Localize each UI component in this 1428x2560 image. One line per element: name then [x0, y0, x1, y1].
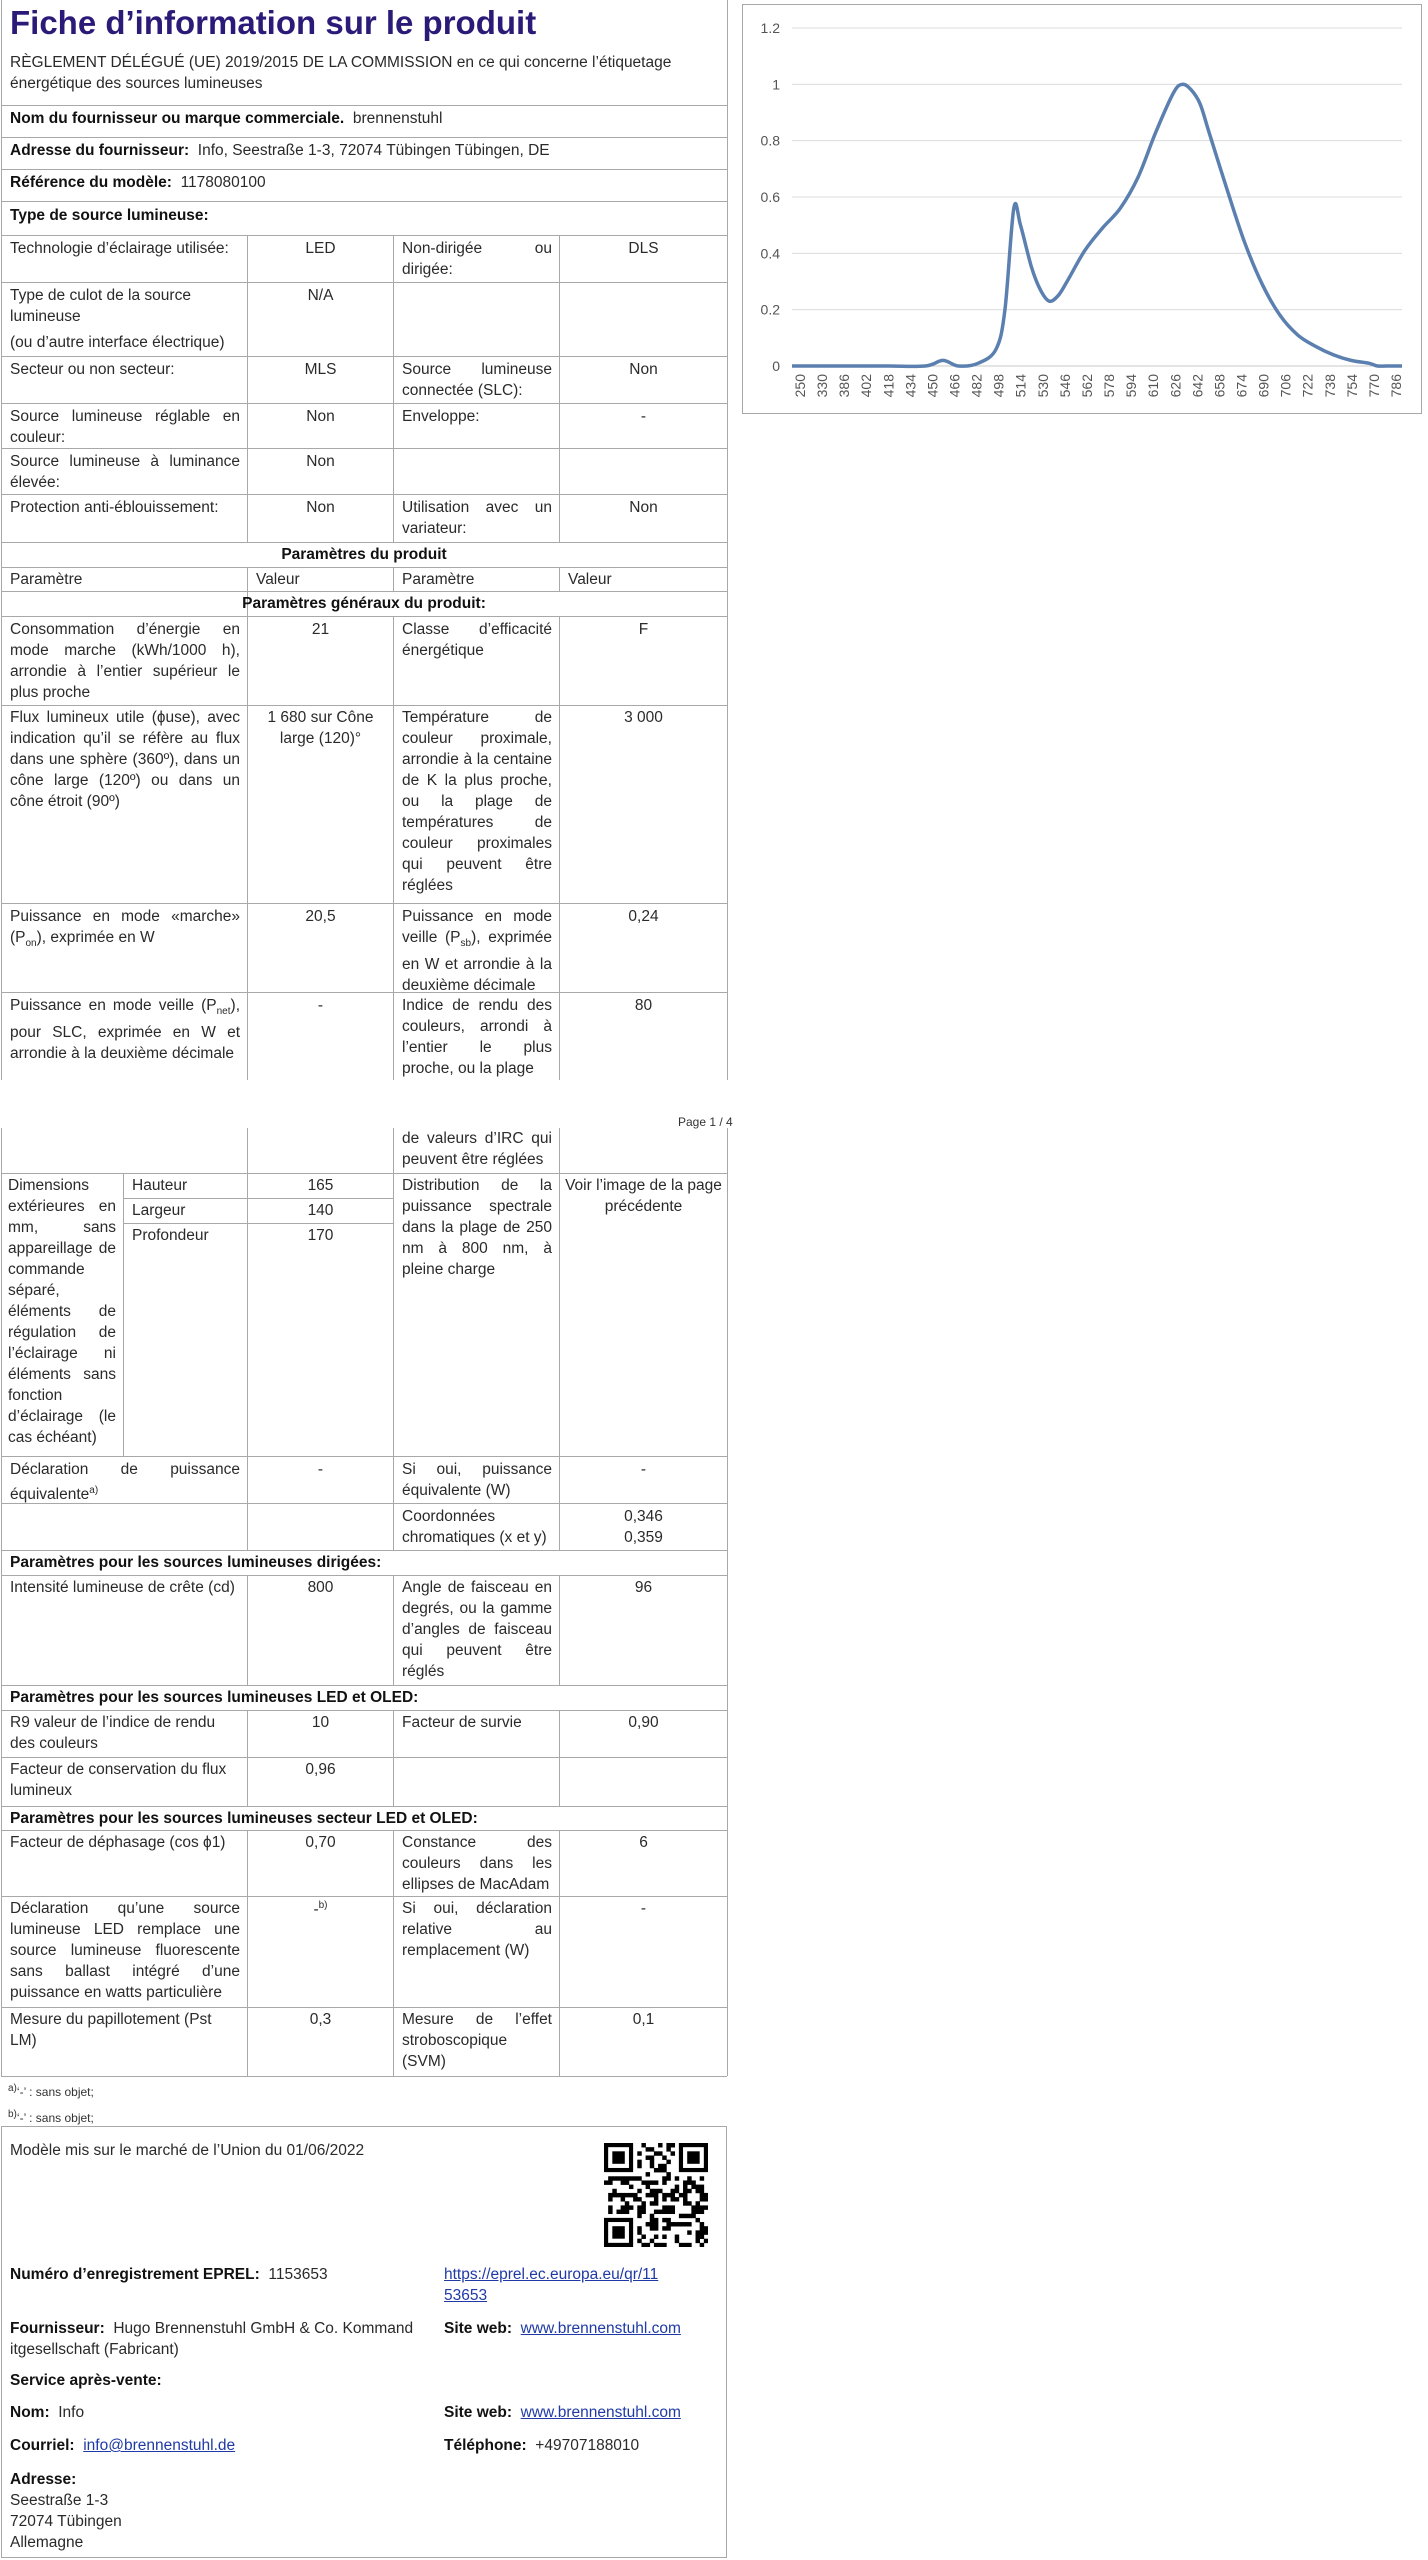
- col-divider: [559, 235, 560, 542]
- divider: [1, 705, 727, 706]
- flicker-value: 0,3: [309, 2011, 332, 2028]
- divider: [1, 356, 727, 357]
- x-tick-label: 610: [1145, 374, 1162, 398]
- as-phone-value: +49707188010: [535, 2437, 640, 2454]
- light-tech-value: LED: [305, 240, 336, 257]
- survival-label: Facteur de survie: [402, 1714, 522, 1731]
- divider: [1, 1685, 727, 1686]
- eff-class-value: F: [638, 621, 649, 638]
- x-tick-label: 706: [1277, 374, 1294, 398]
- eprel-link-line2[interactable]: 53653: [444, 2287, 488, 2304]
- col-divider: [247, 235, 248, 542]
- x-tick-label: 250: [792, 374, 808, 398]
- dimmer-value: Non: [629, 499, 658, 516]
- as-email-row: [10, 2435, 235, 2456]
- col-divider: [559, 1128, 560, 1550]
- x-tick-label: 738: [1321, 374, 1338, 398]
- x-tick-label: 722: [1299, 374, 1316, 398]
- website-row: [444, 2318, 681, 2339]
- replace-value: [248, 1895, 393, 1920]
- replace-w-value: -: [640, 1900, 647, 1917]
- height-label: Hauteur: [132, 1177, 188, 1194]
- divider: [1, 1757, 727, 1758]
- col-divider: [393, 1830, 394, 2076]
- cct-label: Température de couleur proximale, arrondie à la centaine de K la plus proche, ou la plage de températures de couleur proximales qui peuvent être réglées: [402, 709, 552, 894]
- as-address-1: Seestraße 1-3: [10, 2492, 109, 2509]
- strobo-value: 0,1: [632, 2011, 655, 2028]
- as-phone-label: Téléphone:: [444, 2437, 527, 2454]
- y-tick-label: 1.2: [760, 20, 780, 36]
- divider: [1, 105, 727, 106]
- high-lum-label: Source lumineuse à luminance élevée:: [10, 453, 240, 491]
- divider: [1, 448, 727, 449]
- divider: [1, 567, 727, 568]
- flux-value: 1 680 sur Cône large (120)°: [267, 709, 374, 747]
- x-tick-label: 674: [1233, 374, 1250, 398]
- col-header-value-2: Valeur: [568, 571, 612, 588]
- col-divider: [393, 1128, 394, 1550]
- replace-label: Déclaration qu’une source lumineuse LED remplace une source lumineuse fluorescente sans ballast intégré d’une puissance en watts particulière: [10, 1900, 240, 2001]
- divider: [1, 1550, 727, 1551]
- divider: [1, 2076, 727, 2077]
- power-on-label: [10, 906, 240, 954]
- light-tech-label: Technologie d’éclairage utilisée:: [10, 240, 229, 257]
- as-name-label: Nom:: [10, 2404, 50, 2421]
- mains-label: Secteur ou non secteur:: [10, 361, 175, 378]
- depth-value: 170: [307, 1227, 334, 1244]
- as-email-link[interactable]: info@brennenstuhl.de: [83, 2437, 236, 2454]
- anti-glare-value: Non: [306, 499, 335, 516]
- table-border-right: [727, 0, 728, 1080]
- supplier-label: Fournisseur:: [10, 2320, 105, 2337]
- equiv-power-w-label: Si oui, puissance équivalente (W): [402, 1461, 552, 1499]
- y-tick-label: 0.8: [760, 132, 780, 149]
- divider: [1, 494, 727, 495]
- as-website-label: Site web:: [444, 2404, 513, 2421]
- as-website-link[interactable]: www.brennenstuhl.com: [520, 2404, 681, 2421]
- equiv-power-label: [10, 1459, 240, 1505]
- col-divider: [393, 1575, 394, 1685]
- power-on-label-b: ), exprimée en W: [36, 929, 155, 946]
- divider: [1, 282, 727, 283]
- qr-code-icon: [604, 2143, 708, 2247]
- eprel-link-line1[interactable]: https://eprel.ec.europa.eu/qr/11: [444, 2266, 659, 2283]
- divider: [1, 616, 727, 617]
- pf-label: Facteur de déphasage (cos ϕ1): [10, 1834, 226, 1851]
- supplier-row: [10, 2318, 430, 2360]
- x-tick-label: 482: [968, 374, 985, 398]
- eprel-label: Numéro d’enregistrement EPREL:: [10, 2266, 260, 2283]
- envelope-label: Enveloppe:: [402, 408, 480, 425]
- eprel-link[interactable]: [444, 2264, 658, 2306]
- connected-label: Source lumineuse connectée (SLC):: [402, 361, 552, 399]
- x-tick-label: 594: [1123, 374, 1140, 398]
- x-tick-label: 754: [1343, 374, 1360, 398]
- equiv-power-label-text: Déclaration de puissance équivalente: [10, 1461, 240, 1504]
- supplier-address-row: [10, 140, 720, 161]
- as-name-value: Info: [58, 2404, 85, 2421]
- beam-value: 96: [634, 1579, 653, 1596]
- y-tick-label: 0: [772, 358, 780, 374]
- col-divider: [393, 235, 394, 542]
- col-divider: [393, 616, 394, 1080]
- standby-value: 0,24: [628, 908, 659, 925]
- footnote-a-text: ‘-’ : sans objet;: [16, 2085, 94, 2099]
- width-label: Largeur: [132, 1202, 186, 1219]
- divider: [123, 1198, 393, 1199]
- as-address-2: 72074 Tübingen: [10, 2513, 122, 2530]
- x-tick-label: 434: [902, 374, 919, 398]
- source-type-heading: Type de source lumineuse:: [10, 207, 209, 224]
- equiv-power-value: -: [317, 1461, 324, 1478]
- divider: [123, 1223, 393, 1224]
- regulation-text: RÈGLEMENT DÉLÉGUÉ (UE) 2019/2015 DE LA COMMISSION en ce qui concerne l’étiquetage énergétique des sources lumineuses: [10, 54, 672, 92]
- as-phone-row: [444, 2435, 639, 2456]
- col-divider: [559, 1830, 560, 2076]
- anti-glare-label: Protection anti-éblouissement:: [10, 499, 219, 516]
- x-tick-label: 498: [990, 374, 1007, 398]
- table-border-left: [1, 0, 2, 1080]
- power-on-value: 20,5: [305, 908, 336, 925]
- divider: [1, 992, 727, 993]
- supplier-value-2: itgesellschaft (Fabricant): [10, 2341, 179, 2358]
- replace-value-sup: b): [318, 1900, 328, 1911]
- x-tick-label: 402: [858, 374, 875, 398]
- y-tick-label: 0.2: [760, 301, 780, 318]
- x-tick-label: 514: [1012, 374, 1029, 398]
- cap-type-value: N/A: [307, 287, 334, 304]
- divider: [1, 169, 727, 170]
- x-tick-label: 450: [924, 374, 941, 398]
- y-tick-label: 0.6: [760, 189, 780, 205]
- spd-label: Distribution de la puissance spectrale dans la plage de 250 nm à 800 nm, à pleine charge: [402, 1177, 552, 1278]
- x-tick-label: 386: [836, 374, 853, 398]
- color-tunable-value: Non: [306, 408, 335, 425]
- high-lum-value: Non: [306, 453, 335, 470]
- divider: [1, 1830, 727, 1831]
- x-tick-label: 562: [1078, 374, 1095, 398]
- flux-label: Flux lumineux utile (ɸuse), avec indication qu’il se réfère au flux dans une sphère (360º), dans un cône large (120º) ou dans un cône étroit (90º): [10, 709, 240, 810]
- divider: [1, 1456, 727, 1457]
- supplier-address-label: Adresse du fournisseur:: [10, 142, 190, 159]
- net-standby-value: -: [317, 997, 324, 1014]
- divider: [1, 235, 727, 236]
- connected-value: Non: [629, 361, 658, 378]
- depth-label: Profondeur: [132, 1227, 209, 1244]
- website-label: Site web:: [444, 2320, 513, 2337]
- col-divider: [393, 1710, 394, 1806]
- color-tunable-label: Source lumineuse réglable en couleur:: [10, 408, 240, 446]
- chroma-x: 0,346: [624, 1508, 663, 1525]
- cri-label-part2: de valeurs d’IRC qui peuvent être réglées: [402, 1130, 552, 1168]
- y-tick-label: 0.4: [760, 245, 780, 262]
- equiv-power-w-value: -: [640, 1461, 647, 1478]
- x-tick-label: 642: [1189, 374, 1206, 398]
- mains-value: MLS: [304, 361, 337, 378]
- col-divider: [393, 567, 394, 592]
- divider: [1, 1710, 727, 1711]
- envelope-value: -: [640, 408, 647, 425]
- dimmer-label: Utilisation avec un variateur:: [402, 499, 552, 537]
- eprel-row: [10, 2264, 328, 2285]
- x-tick-label: 418: [880, 374, 897, 398]
- y-tick-label: 1: [772, 76, 780, 93]
- col-header-param: Paramètre: [10, 571, 83, 588]
- dls-heading: Paramètres pour les sources lumineuses dirigées:: [10, 1554, 382, 1571]
- col-divider: [559, 567, 560, 592]
- x-tick-label: 466: [946, 374, 963, 398]
- replace-w-label: Si oui, déclaration relative au remplacement (W): [402, 1900, 552, 1959]
- chroma-y: 0,359: [624, 1529, 663, 1546]
- eprel-value: 1153653: [268, 2266, 328, 2283]
- aftersales-heading: Service après-vente:: [10, 2372, 162, 2389]
- divider: [1, 542, 727, 543]
- x-tick-label: 578: [1101, 374, 1118, 398]
- flicker-label: Mesure du papillotement (Pst LM): [10, 2011, 212, 2049]
- divider: [1, 1575, 727, 1576]
- power-on-sub: on: [25, 938, 37, 950]
- series-line: [792, 84, 1402, 366]
- maint-value: 0,96: [305, 1761, 336, 1778]
- peak-int-label: Intensité lumineuse de crête (cd): [10, 1579, 235, 1596]
- cct-value: 3 000: [624, 709, 663, 726]
- r9-value: 10: [311, 1714, 330, 1731]
- divider: [1, 591, 727, 592]
- footnote-b-text: ‘-’ : sans objet;: [16, 2111, 94, 2125]
- r9-label: R9 valeur de l’indice de rendu des couleurs: [10, 1714, 216, 1752]
- divider: [1, 1503, 727, 1504]
- model-ref-label: Référence du modèle:: [10, 174, 172, 191]
- table-border-right-p2: [727, 1128, 728, 2076]
- supplier-name-value: brennenstuhl: [352, 110, 443, 127]
- equiv-power-sup: a): [89, 1485, 99, 1496]
- as-name-row: [10, 2402, 84, 2423]
- market-date: Modèle mis sur le marché de l’Union du 01/06/2022: [10, 2142, 365, 2159]
- strobo-label: Mesure de l’effet stroboscopique (SVM): [402, 2011, 552, 2070]
- height-value: 165: [307, 1177, 334, 1194]
- x-tick-label: 330: [814, 374, 831, 398]
- col-header-param-2: Paramètre: [402, 571, 475, 588]
- maint-label: Facteur de conservation du flux lumineux: [10, 1761, 227, 1799]
- directional-value: DLS: [628, 240, 659, 257]
- standby-label-b: ), exprimée en W et arrondie à la deuxième décimale: [402, 929, 552, 995]
- cap-type-label2: (ou d’autre interface électrique): [10, 334, 225, 351]
- net-standby-label-b: ), pour SLC, exprimée en W et arrondie à la deuxième décimale: [10, 997, 240, 1063]
- footnote-a: [8, 2078, 94, 2103]
- x-tick-label: 546: [1056, 374, 1073, 398]
- page-title: Fiche d’information sur le produit: [10, 4, 537, 41]
- divider: [1, 1806, 727, 1807]
- energy-on-value: 21: [311, 621, 330, 638]
- as-website-row: [444, 2402, 681, 2423]
- macadam-label: Constance des couleurs dans les ellipses de MacAdam: [402, 1834, 552, 1893]
- cri-label-part1: Indice de rendu des couleurs, arrondi à l’entier le plus proche, ou la plage: [402, 997, 552, 1077]
- divider: [1, 403, 727, 404]
- table-border-left-p2: [1, 1128, 2, 2076]
- divider: [1, 1173, 727, 1174]
- col-divider: [247, 1830, 248, 2076]
- width-value: 140: [307, 1202, 334, 1219]
- mains-led-heading: Paramètres pour les sources lumineuses secteur LED et OLED:: [10, 1810, 478, 1827]
- footnote-b-mark: b): [8, 2109, 17, 2120]
- model-ref-row: [10, 172, 720, 193]
- standby-label-a: Puissance en mode veille (P: [402, 908, 552, 946]
- general-params-heading: Paramètres généraux du produit:: [242, 595, 486, 612]
- macadam-value: 6: [639, 1834, 648, 1851]
- as-address-label: Adresse:: [10, 2471, 77, 2488]
- x-tick-label: 786: [1388, 374, 1404, 398]
- x-tick-label: 626: [1167, 374, 1184, 398]
- x-tick-label: 690: [1255, 374, 1272, 398]
- energy-on-label: Consommation d’énergie en mode marche (kWh/1000 h), arrondie à l’entier supérieur le plus proche: [10, 621, 240, 701]
- model-ref-value: 1178080100: [180, 174, 266, 191]
- divider: [1, 137, 727, 138]
- supplier-value-1: Hugo Brennenstuhl GmbH & Co. Kommand: [113, 2320, 414, 2337]
- website-link[interactable]: www.brennenstuhl.com: [520, 2320, 681, 2337]
- supplier-name-row: [10, 108, 720, 129]
- spectral-chart: [742, 4, 1422, 414]
- as-email-label: Courriel:: [10, 2437, 75, 2454]
- x-tick-label: 658: [1211, 374, 1228, 398]
- divider: [1, 903, 727, 904]
- net-standby-label: [10, 995, 240, 1064]
- survival-value: 0,90: [628, 1714, 659, 1731]
- cri-value: 80: [634, 997, 653, 1014]
- net-standby-label-a: Puissance en mode veille (P: [10, 997, 217, 1014]
- as-address-3: Allemagne: [10, 2534, 84, 2551]
- power-on-label-a: Puissance en mode «marche» (P: [10, 908, 240, 946]
- net-standby-sub: net: [216, 1006, 231, 1018]
- supplier-address-value: Info, Seestraße 1-3, 72074 Tübingen Tübingen, DE: [197, 142, 550, 159]
- divider: [1, 2007, 727, 2008]
- chroma-label: Coordonnées chromatiques (x et y): [402, 1508, 547, 1546]
- page-number: Page 1 / 4: [678, 1115, 733, 1129]
- peak-int-value: 800: [307, 1579, 334, 1596]
- col-header-value: Valeur: [256, 571, 300, 588]
- beam-label: Angle de faisceau en degrés, ou la gamme d’angles de faisceau qui peuvent être réglés: [402, 1579, 552, 1680]
- x-tick-label: 770: [1365, 374, 1382, 398]
- directional-label: Non-dirigée ou dirigée:: [402, 240, 552, 278]
- product-params-heading: Paramètres du produit: [281, 546, 447, 563]
- replace-value-dash: -: [313, 1901, 319, 1919]
- footnote-a-mark: a): [8, 2083, 17, 2094]
- x-tick-label: 530: [1034, 374, 1051, 398]
- led-heading: Paramètres pour les sources lumineuses LED et OLED:: [10, 1689, 419, 1706]
- divider: [1, 201, 727, 202]
- standby-label: [402, 906, 552, 996]
- dims-label: Dimensions extérieures en mm, sans appareillage de commande séparé, éléments de régulation de l’éclairage ni éléments sans fonction d’éclairage (le cas échéant): [8, 1177, 116, 1446]
- col-divider: [123, 1173, 124, 1456]
- supplier-name-label: Nom du fournisseur ou marque commerciale.: [10, 110, 345, 127]
- eff-class-label: Classe d’efficacité énergétique: [402, 621, 552, 659]
- pf-value: 0,70: [305, 1834, 336, 1851]
- spd-value: Voir l’image de la page précédente: [565, 1177, 722, 1215]
- standby-sub: sb: [460, 938, 472, 950]
- cap-type-label: Type de culot de la source lumineuse: [10, 287, 191, 325]
